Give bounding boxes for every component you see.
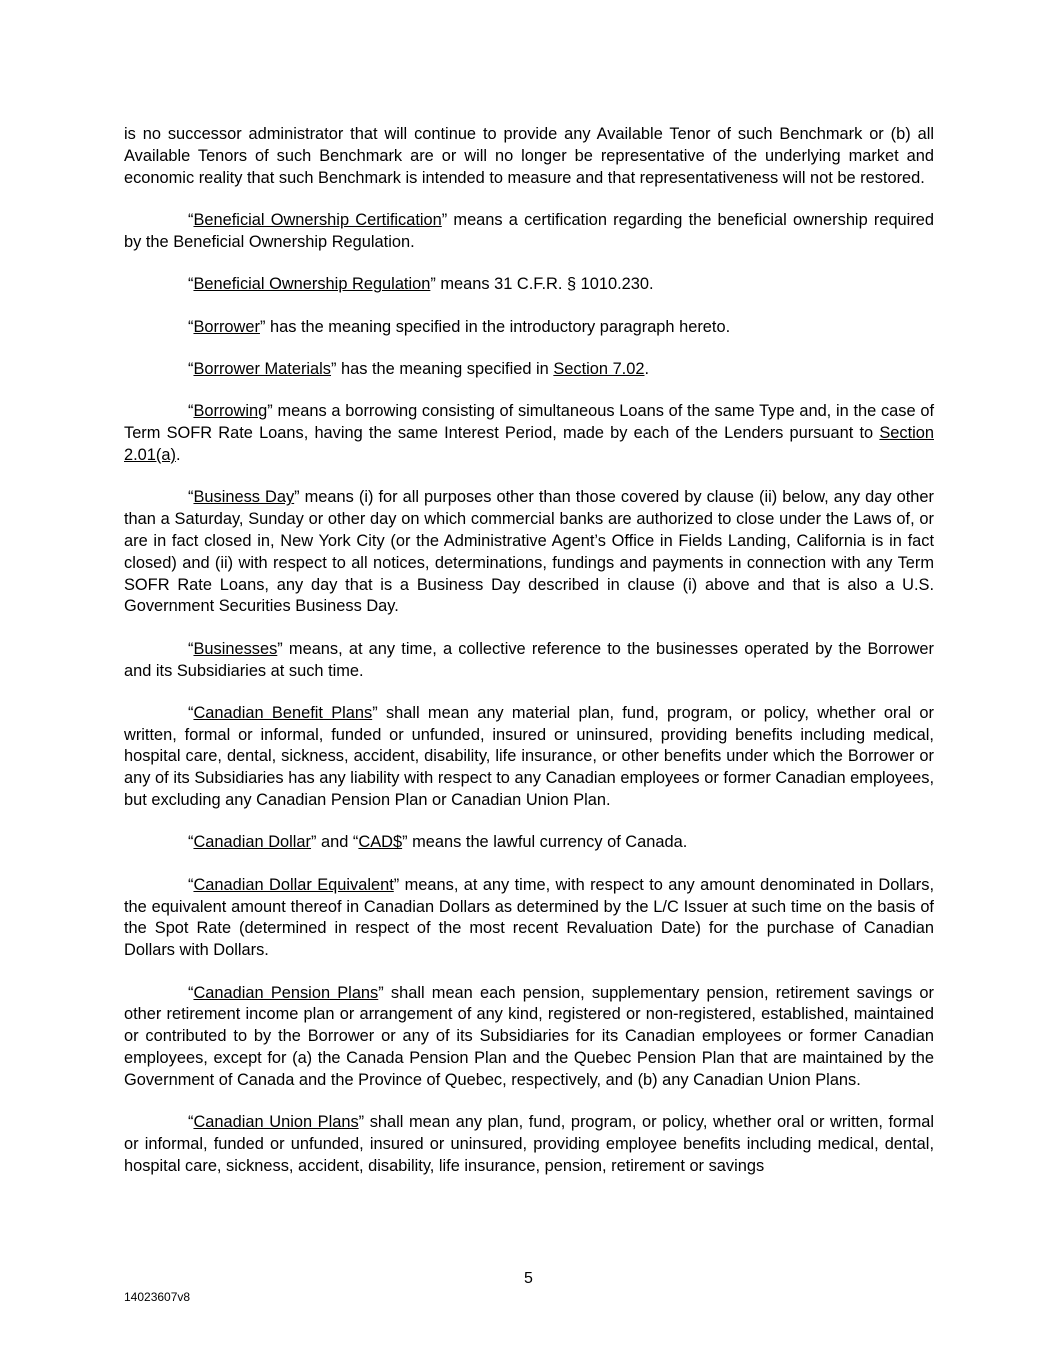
paragraph — [124, 1112, 934, 1177]
cross-reference: CAD$ — [358, 833, 403, 852]
text-run: “ — [188, 402, 194, 421]
text-run: ” means 31 C.F.R. § 1010.230. — [430, 275, 654, 294]
text-run: “ — [188, 1113, 194, 1132]
text-run: “ — [188, 359, 194, 378]
document-body — [124, 124, 934, 1198]
text-run: “ — [188, 275, 194, 294]
text-run: “ — [188, 833, 194, 852]
page-number: 5 — [524, 1270, 533, 1287]
text-run: ” shall mean any plan, fund, program, or policy, whether oral or written, formal or informal, funded or unfunded, insured or uninsured, providing employee benefits including medical, dental, hospital care, sickness, accident, disability, life insurance, pension, retirement or savings — [124, 1113, 935, 1175]
paragraph — [124, 274, 934, 296]
text-run: “ — [188, 639, 194, 658]
paragraph — [124, 210, 934, 254]
defined-term: Borrowing — [193, 402, 268, 421]
defined-term: Canadian Dollar Equivalent — [193, 875, 394, 894]
text-run: ” means, at any time, a collective reference to the businesses operated by the Borrower and its Subsidiaries at such time. — [124, 639, 934, 680]
cross-reference: Section 7.02 — [553, 359, 645, 378]
text-run: ” shall mean any material plan, fund, program, or policy, whether oral or written, formal or informal, funded or unfunded, insured or uninsured, providing benefits including medical, hospital care, dental, sickness, accident, disability, life insurance, or other benefits under which the Borrower or any of its Subsidiaries has any liability with respect to any Canadian employees or former Canadian employees, but excluding any Canadian Pension Plan or Canadian Union Plan. — [124, 703, 934, 810]
defined-term: Business Day — [193, 488, 295, 507]
text-run: “ — [188, 210, 194, 229]
paragraph — [124, 639, 934, 683]
defined-term: Borrower — [193, 317, 260, 336]
defined-term: Canadian Dollar — [193, 833, 312, 852]
text-run: . — [175, 445, 181, 464]
text-run: ” means a certification regarding the beneficial ownership required by the Beneficial Ownership Regulation. — [124, 210, 935, 251]
paragraph — [124, 317, 934, 339]
text-run: ” means a borrowing consisting of simultaneous Loans of the same Type and, in the case of Term SOFR Rate Loans, having the same Interest Period, made by each of the Lenders pursuant to — [124, 402, 934, 443]
paragraph — [124, 401, 934, 466]
defined-term: Canadian Pension Plans — [193, 983, 379, 1002]
text-run: “ — [188, 488, 194, 507]
text-run: ” shall mean each pension, supplementary pension, retirement savings or other retirement income plan or arrangement of any kind, registered or non-registered, established, maintained or contributed to by the Borrower or any of its Subsidiaries for its Canadian employees or former Canadian employees, except for (a) the Canada Pension Plan and the Quebec Pension Plan that are maintained by the Government of Canada and the Province of Quebec, respectively, and (b) any Canadian Union Plans. — [124, 983, 934, 1089]
defined-term: Canadian Union Plans — [193, 1113, 359, 1132]
paragraph — [124, 875, 934, 962]
text-run: ” has the meaning specified in the introductory paragraph hereto. — [259, 317, 731, 336]
defined-term: Beneficial Ownership Regulation — [193, 275, 431, 294]
paragraph — [124, 983, 934, 1092]
defined-term: Borrower Materials — [193, 359, 332, 378]
text-run: ” means (i) for all purposes other than those covered by clause (ii) below, any day other than a Saturday, Sunday or other day on which commercial banks are authorized to close under the Laws of, or are in fact closed in, New York City (or the Administrative Agent’s Office in Fields Landing, California is in fact closed) and (ii) with respect to all notices, determinations, fundings and payments in connection with any Term SOFR Rate Loans, any day that is a Business Day described in clause (i) above and that is also a U.S. Government Securities Business Day. — [124, 488, 934, 616]
text-run: ” has the meaning specified in — [331, 359, 554, 378]
paragraph — [124, 832, 934, 854]
paragraph — [124, 703, 934, 812]
paragraph — [124, 359, 934, 381]
defined-term: Canadian Benefit Plans — [193, 703, 373, 722]
text-run: ” means the lawful currency of Canada. — [402, 833, 688, 852]
text-run: ” and “ — [311, 833, 359, 852]
paragraph — [124, 487, 934, 618]
text-run: “ — [188, 317, 194, 336]
paragraph — [124, 124, 934, 189]
text-run: “ — [188, 875, 194, 894]
defined-term: Beneficial Ownership Certification — [193, 210, 442, 229]
text-run: . — [644, 359, 650, 378]
defined-term: Businesses — [193, 639, 278, 658]
text-run: is no successor administrator that will continue to provide any Available Tenor of such Benchmark or (b) all Available Tenors of such Benchmark are or will no longer be representative of the underlying market and economic reality that such Benchmark is intended to measure and that representativeness will not be restored. — [124, 125, 934, 187]
document-id: 14023607v8 — [124, 1290, 191, 1304]
text-run: ” means, at any time, with respect to any amount denominated in Dollars, the equivalent amount thereof in Canadian Dollars as determined by the L/C Issuer at such time on the basis of the Spot Rate (determined in respect of the most recent Revaluation Date) for the purchase of Canadian Dollars with Dollars. — [124, 875, 934, 960]
text-run: “ — [188, 983, 194, 1002]
text-run: “ — [188, 703, 194, 722]
cross-reference: Section 2.01(a) — [124, 424, 934, 464]
